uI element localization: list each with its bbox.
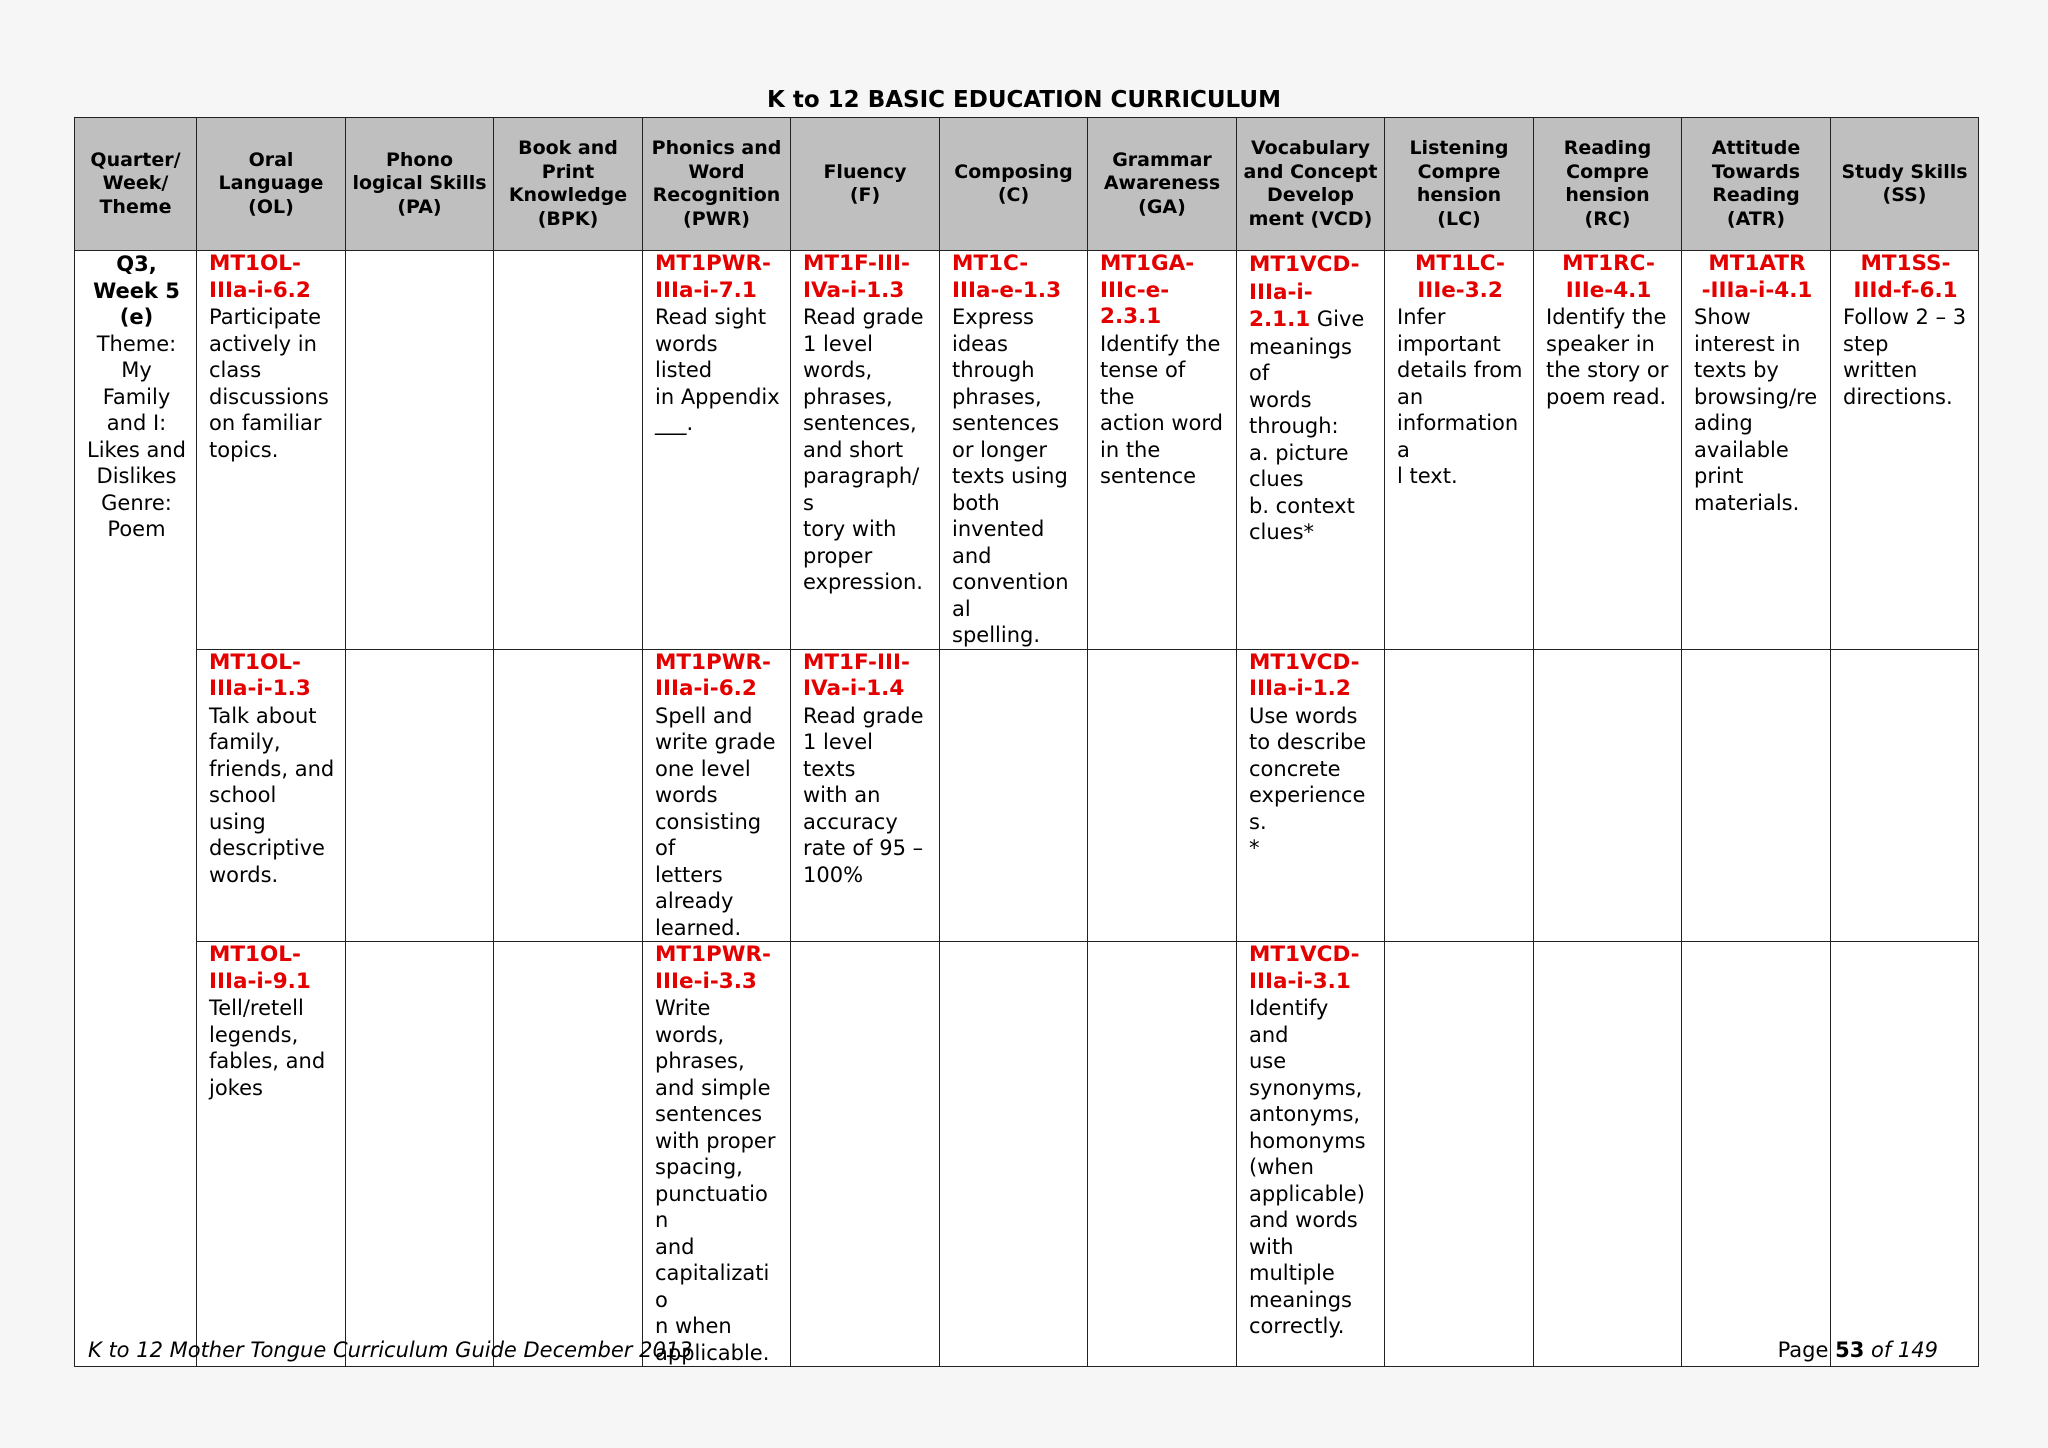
competency-cell-bpk bbox=[494, 942, 643, 1367]
competency-cell-c bbox=[940, 251, 1088, 650]
competency-cell-lc bbox=[1385, 942, 1534, 1367]
competency-description: Follow 2 – 3 step written directions. bbox=[1843, 305, 1967, 409]
competency-description: Show interest in texts by browsing/re ading available print materials. bbox=[1694, 305, 1818, 515]
competency-code: MT1OL- IIIa-i-9.1 bbox=[209, 942, 311, 994]
header-attitude-towards-reading: Attitude Towards Reading (ATR) bbox=[1682, 118, 1831, 251]
header-quarter-week-theme: Quarter/ Week/ Theme bbox=[75, 118, 197, 251]
header-phonics-word-recognition: Phonics and Word Recognition (PWR) bbox=[643, 118, 791, 251]
competency-code: MT1PWR- IIIa-i-6.2 bbox=[655, 649, 771, 701]
competency-description: Use words to describe concrete experiences. * bbox=[1249, 703, 1367, 860]
competency-cell-pwr bbox=[643, 251, 791, 650]
footer-page-number: Page 53 of 149 bbox=[1777, 1338, 1938, 1362]
competency-cell-rc bbox=[1534, 649, 1682, 942]
header-fluency: Fluency (F) bbox=[791, 118, 940, 251]
theme-label: Theme: My Family and I: Likes and Dislikes Genre: Poem bbox=[87, 331, 186, 541]
competency-cell-ol bbox=[197, 942, 346, 1367]
competency-cell-pa bbox=[346, 649, 494, 942]
competency-code: MT1F-III- IVa-i-1.4 bbox=[803, 649, 910, 701]
curriculum-table bbox=[74, 117, 1979, 1367]
competency-description: Give meanings of words through: a. picture clues b. context clues* bbox=[1249, 307, 1365, 544]
header-reading-comprehension: Reading Compre hension (RC) bbox=[1534, 118, 1682, 251]
competency-description: Identify the speaker in the story or poem read. bbox=[1546, 305, 1669, 409]
competency-cell-ss bbox=[1831, 251, 1979, 650]
competency-code: MT1GA- IIIc-e- 2.3.1 bbox=[1100, 251, 1195, 329]
competency-code: MT1VCD- IIIa-i-1.2 bbox=[1249, 649, 1360, 701]
header-study-skills: Study Skills (SS) bbox=[1831, 118, 1979, 251]
header-grammar-awareness: Grammar Awareness (GA) bbox=[1088, 118, 1237, 251]
competency-description: Spell and write grade one level words consisting of letters already learned. bbox=[655, 703, 776, 940]
competency-code: MT1VCD- IIIa-i- 2.1.1 bbox=[1249, 252, 1360, 332]
competency-cell-pa bbox=[346, 942, 494, 1367]
competency-cell-atr bbox=[1682, 942, 1831, 1367]
competency-cell-vcd bbox=[1237, 649, 1385, 942]
competency-code: MT1SS- IIId-f-6.1 bbox=[1853, 251, 1958, 303]
header-row bbox=[75, 118, 1979, 251]
competency-cell-pwr bbox=[643, 649, 791, 942]
header-book-print-knowledge: Book and Print Knowledge (BPK) bbox=[494, 118, 643, 251]
competency-code: MT1PWR- IIIa-i-7.1 bbox=[655, 251, 771, 303]
competency-cell-ga bbox=[1088, 649, 1237, 942]
competency-cell-ol bbox=[197, 649, 346, 942]
table-row bbox=[75, 942, 1979, 1367]
competency-description: Infer important details from an informationa l text. bbox=[1397, 305, 1523, 488]
competency-cell-ol bbox=[197, 251, 346, 650]
competency-code: MT1OL- IIIa-i-1.3 bbox=[209, 649, 311, 701]
header-phonological-skills: Phono logical Skills (PA) bbox=[346, 118, 494, 251]
competency-code: MT1OL- IIIa-i-6.2 bbox=[209, 251, 311, 303]
competency-cell-pa bbox=[346, 251, 494, 650]
competency-cell-vcd bbox=[1237, 942, 1385, 1367]
competency-cell-rc bbox=[1534, 251, 1682, 650]
competency-cell-ss bbox=[1831, 649, 1979, 942]
competency-cell-pwr bbox=[643, 942, 791, 1367]
quarter-week-theme-cell bbox=[75, 251, 197, 1367]
competency-cell-atr bbox=[1682, 649, 1831, 942]
table-row bbox=[75, 251, 1979, 650]
header-listening-comprehension: Listening Compre hension (LC) bbox=[1385, 118, 1534, 251]
quarter-week-label: Q3, Week 5 (e) bbox=[93, 252, 180, 329]
competency-cell-f bbox=[791, 649, 940, 942]
competency-description: Talk about family, friends, and school using descriptive words. bbox=[209, 703, 335, 887]
competency-code: MT1RC- IIIe-4.1 bbox=[1562, 251, 1655, 303]
competency-cell-lc bbox=[1385, 649, 1534, 942]
competency-code: MT1F-III- IVa-i-1.3 bbox=[803, 251, 910, 303]
competency-description: Write words, phrases, and simple sentences with proper spacing, punctuation and capitalizatio n when applicable. bbox=[655, 996, 776, 1365]
competency-description: Participate actively in class discussions on familiar topics. bbox=[209, 305, 329, 462]
competency-description: Read grade 1 level texts with an accuracy rate of 95 – 100% bbox=[803, 703, 924, 887]
competency-code: MT1ATR -IIIa-i-4.1 bbox=[1701, 251, 1813, 303]
competency-cell-f bbox=[791, 251, 940, 650]
footer-guide-title: K to 12 Mother Tongue Curriculum Guide December 2013 bbox=[88, 1338, 693, 1362]
competency-description: Read grade 1 level words, phrases, sentences, and short paragraph/s tory with proper expression. bbox=[803, 305, 924, 594]
competency-cell-lc bbox=[1385, 251, 1534, 650]
competency-cell-ga bbox=[1088, 251, 1237, 650]
competency-cell-ss bbox=[1831, 942, 1979, 1367]
competency-cell-vcd bbox=[1237, 251, 1385, 650]
competency-description: Express ideas through phrases, sentences or longer texts using both invented and conventional spelling. bbox=[952, 305, 1069, 647]
competency-description: Tell/retell legends, fables, and jokes bbox=[209, 996, 326, 1100]
page-title: K to 12 BASIC EDUCATION CURRICULUM bbox=[767, 87, 1281, 113]
competency-cell-c bbox=[940, 942, 1088, 1367]
competency-cell-bpk bbox=[494, 649, 643, 942]
header-oral-language: Oral Language (OL) bbox=[197, 118, 346, 251]
competency-cell-atr bbox=[1682, 251, 1831, 650]
competency-cell-rc bbox=[1534, 942, 1682, 1367]
competency-code: MT1PWR- IIIe-i-3.3 bbox=[655, 942, 771, 994]
header-composing: Composing (C) bbox=[940, 118, 1088, 251]
competency-cell-c bbox=[940, 649, 1088, 942]
competency-code: MT1C- IIIa-e-1.3 bbox=[952, 251, 1062, 303]
competency-cell-bpk bbox=[494, 251, 643, 650]
competency-cell-f bbox=[791, 942, 940, 1367]
competency-description: Identify the tense of the action word in the sentence bbox=[1100, 331, 1223, 488]
competency-code: MT1VCD- IIIa-i-3.1 bbox=[1249, 942, 1360, 994]
table-row bbox=[75, 649, 1979, 942]
header-vocabulary-concept: Vocabulary and Concept Develop ment (VCD) bbox=[1237, 118, 1385, 251]
competency-cell-ga bbox=[1088, 942, 1237, 1367]
competency-description: Identify and use synonyms, antonyms, homonyms (when applicable) and words with multiple meanings correctly. bbox=[1249, 996, 1366, 1338]
competency-code: MT1LC- IIIe-3.2 bbox=[1415, 251, 1505, 303]
competency-description: Read sight words listed in Appendix ___. bbox=[655, 305, 780, 435]
